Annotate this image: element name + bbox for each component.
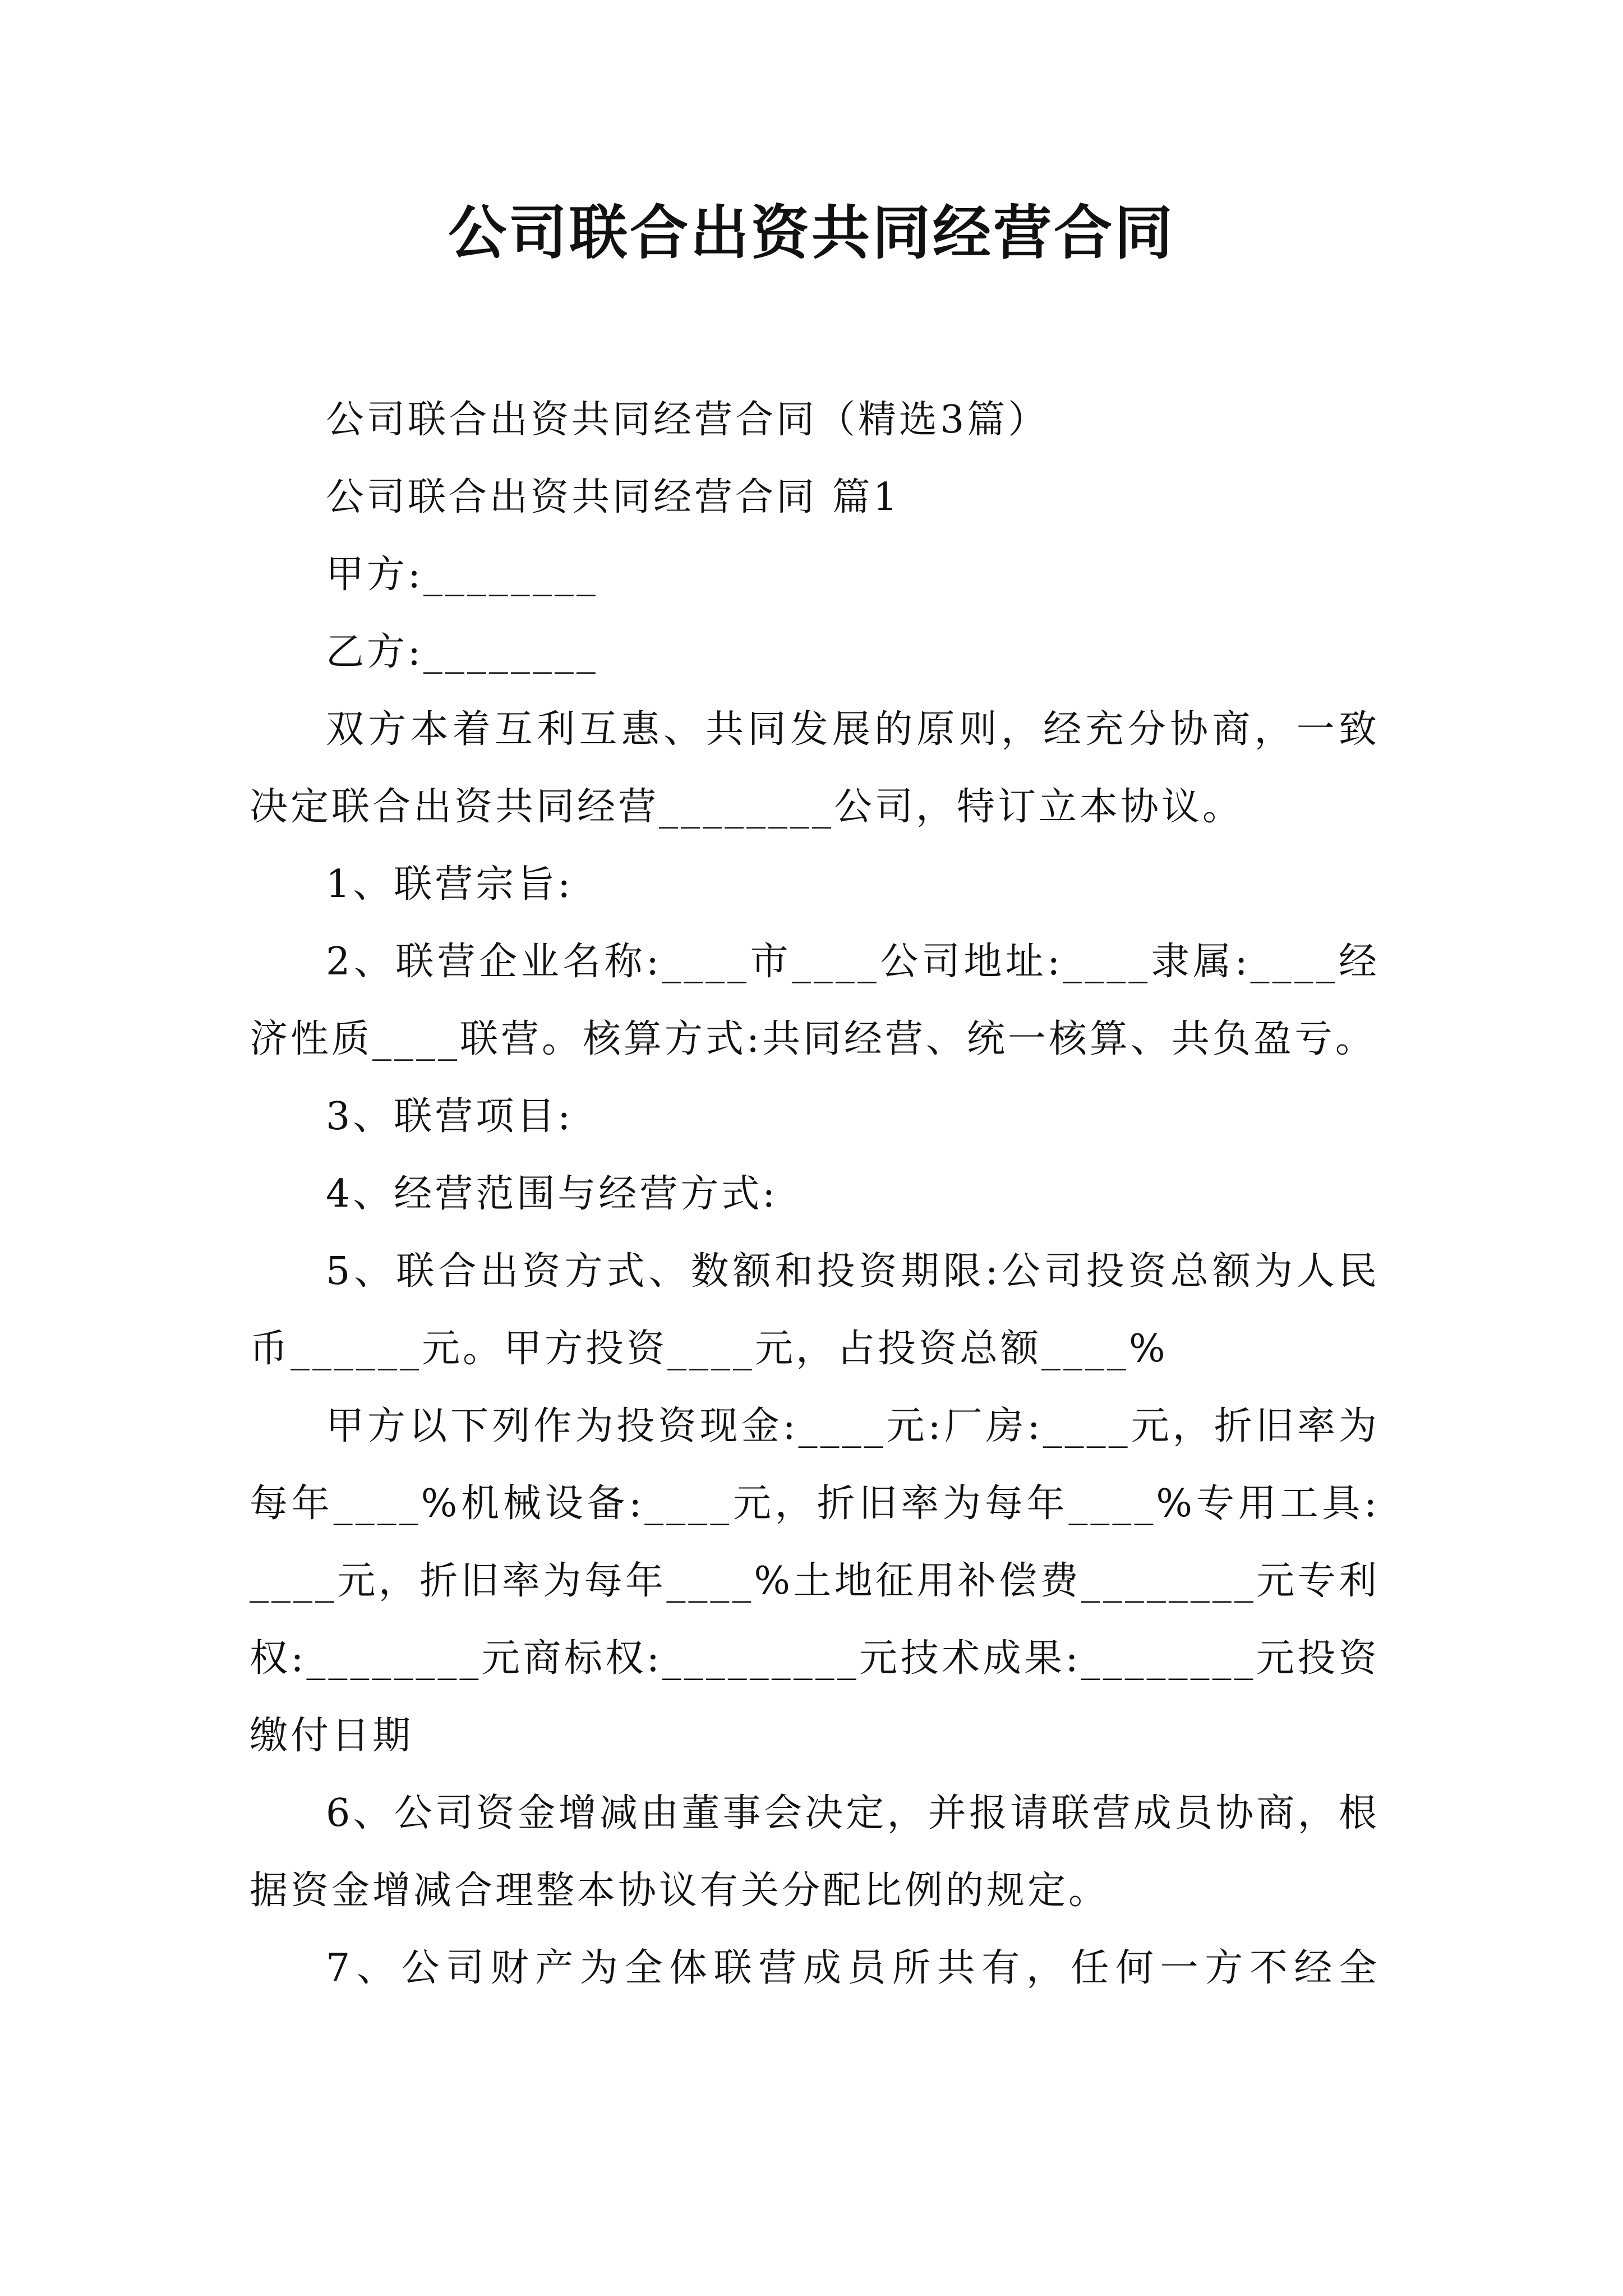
paragraph-investment-details: 甲方以下列作为投资现金:____元:厂房:____元，折旧率为每年____%机械设备:____元，折旧率为每年____%专用工具:____元，折旧率为每年____%土地征用补偿费________元专利权:________元商标权:_________元技术成果:________元投资缴付日期: [250, 1404, 1380, 1758]
paragraph-party-a: 甲方:________: [326, 553, 598, 597]
paragraph-preamble: 双方本着互利互惠、共同发展的原则，经充分协商，一致决定联合出资共同经营________公司，特订立本协议。: [250, 707, 1380, 829]
paragraph-clause-7: 7、公司财产为全体联营成员所共有，任何一方不经全: [326, 1946, 1380, 1990]
paragraph-subtitle: 公司联合出资共同经营合同（精选3篇）: [326, 398, 1049, 442]
paragraph-clause-6: 6、公司资金增减由董事会决定，并报请联营成员协商，根据资金增减合理整本协议有关分配比例的规定。: [250, 1791, 1380, 1913]
paragraph-clause-2: 2、联营企业名称:____市____公司地址:____隶属:____经济性质____联营。核算方式:共同经营、统一核算、共负盈亏。: [250, 940, 1380, 1061]
paragraph-section-heading: 公司联合出资共同经营合同 篇1: [326, 475, 900, 519]
document-body: [250, 381, 1380, 2007]
paragraph-clause-4: 4、经营范围与经营方式:: [326, 1172, 778, 1216]
paragraph-clause-3: 3、联营项目:: [326, 1094, 574, 1139]
paragraph-clause-1: 1、联营宗旨:: [326, 862, 574, 907]
document-title: 公司联合出资共同经营合同: [448, 199, 1175, 267]
paragraph-party-b: 乙方:________: [326, 630, 598, 674]
paragraph-clause-5: 5、联合出资方式、数额和投资期限:公司投资总额为人民币______元。甲方投资____元，占投资总额____%: [250, 1249, 1380, 1371]
